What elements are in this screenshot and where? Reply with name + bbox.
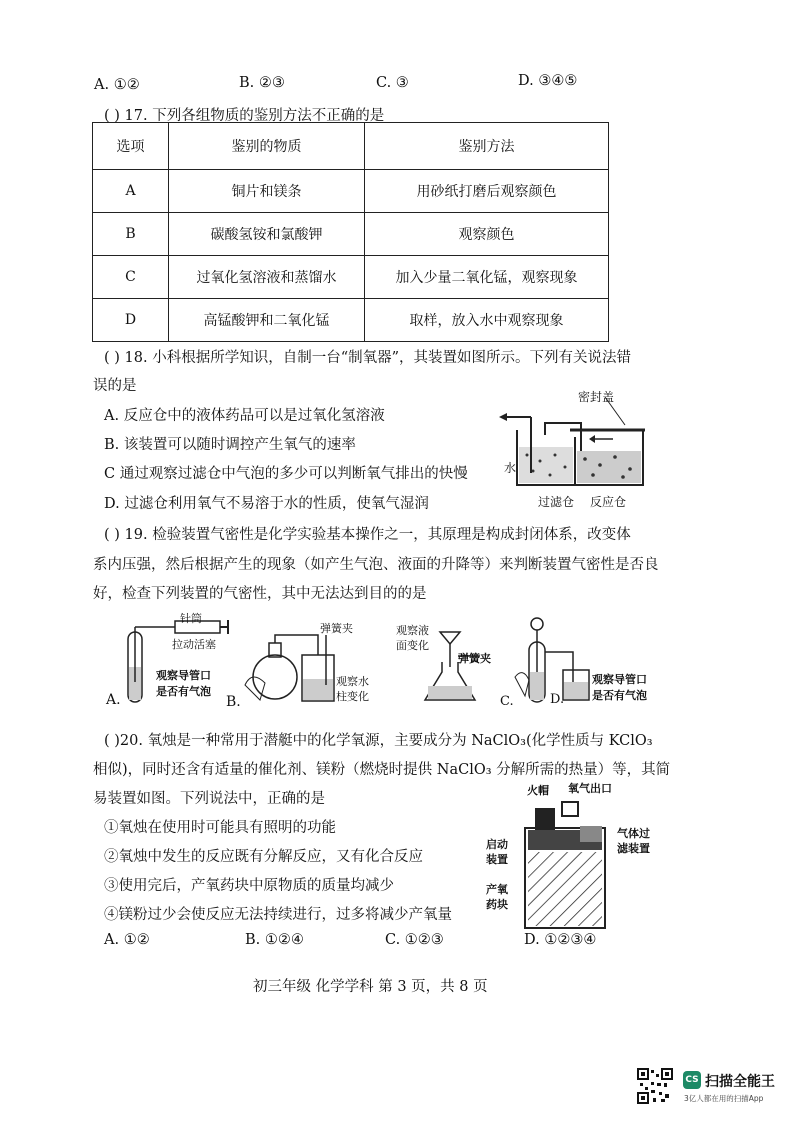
syringe-label: 针筒 xyxy=(180,612,202,625)
table-header-cell: 鉴别方法 xyxy=(365,123,609,170)
table-cell: 高锰酸钾和二氧化锰 xyxy=(169,299,365,342)
observe-label: 面变化 xyxy=(396,639,429,652)
observe-label: 观察导管口 xyxy=(156,669,211,682)
q18-option-c: C 通过观察过滤仓中气泡的多少可以判断氧气排出的快慢 xyxy=(104,466,468,482)
q18-stem-line1: ( ) 18. 小科根据所学知识，自制一台“制氧器”，其装置如图所示。下列有关说法错 xyxy=(104,350,632,366)
brand-tagline: 3亿人都在用的扫描App xyxy=(684,1094,764,1103)
table-cell: A xyxy=(93,170,169,213)
clip-label: 弹簧夹 xyxy=(320,622,353,635)
oxygen-outlet-label: 氧气出口 xyxy=(568,782,612,795)
q18-option-a: A. 反应仓中的液体药品可以是过氧化氢溶液 xyxy=(104,408,385,424)
observe-label: 观察导管口 xyxy=(592,673,647,686)
start-device-label: 启动 xyxy=(486,838,508,851)
table-cell: 取样，放入水中观察现象 xyxy=(365,299,609,342)
table-row xyxy=(93,170,609,213)
q20-stem-line2: 相似)，同时还含有适量的催化剂、镁粉（燃烧时提供 NaClO₃ 分解所需的热量）等，其简 xyxy=(93,762,671,778)
observe-label: 是否有气泡 xyxy=(592,689,647,702)
table-row xyxy=(93,299,609,342)
observe-label: 观察液 xyxy=(396,624,429,637)
q19-stem-line2: 系内压强，然后根据产生的现象（如产生气泡、液面的升降等）来判断装置气密性是否良 xyxy=(93,557,659,573)
brand-name: 扫描全能王 xyxy=(705,1074,775,1090)
observe-label: 柱变化 xyxy=(336,690,369,703)
q18-option-b: B. 该装置可以随时调控产生氧气的速率 xyxy=(104,437,356,453)
q20-option-a: A. ①② xyxy=(104,932,150,948)
qr-code-icon xyxy=(637,1068,673,1104)
lid-label: 密封盖 xyxy=(578,390,615,404)
q20-statement-2: ②氧烛中发生的反应既有分解反应，又有化合反应 xyxy=(104,849,423,865)
table-header-cell: 选项 xyxy=(93,123,169,170)
q16-option-c: C. ③ xyxy=(376,75,409,91)
q19-stem-line1: ( ) 19. 检验装置气密性是化学实验基本操作之一，其原理是构成封闭体系，改变体 xyxy=(104,527,631,543)
q17-table xyxy=(92,122,609,342)
table-header-row xyxy=(93,123,609,170)
q20-statement-4: ④镁粉过少会使反应无法持续进行，过多将减少产氧量 xyxy=(104,907,452,923)
table-cell: D xyxy=(93,299,169,342)
camscanner-logo: CS xyxy=(683,1071,701,1089)
page-footer: 初三年级 化学学科 第 3 页，共 8 页 xyxy=(253,979,488,995)
q18-option-d: D. 过滤仓利用氧气不易溶于水的性质，使氧气湿润 xyxy=(104,496,429,512)
option-d-letter: D. xyxy=(550,692,565,707)
start-device-label: 装置 xyxy=(486,853,508,866)
q20-stem-line1: ( )20. 氧烛是一种常用于潜艇中的化学氧源，主要成分为 NaClO₃(化学性质与 KClO₃ xyxy=(104,733,653,749)
oxygen-generator-diagram xyxy=(495,385,655,495)
option-b-letter: B. xyxy=(226,694,241,710)
observe-label: 观察水 xyxy=(336,675,369,688)
q20-option-b: B. ①②④ xyxy=(245,932,304,948)
q18-stem-line2: 误的是 xyxy=(93,378,137,394)
table-row xyxy=(93,213,609,256)
table-cell: 碳酸氢铵和氯酸钾 xyxy=(169,213,365,256)
q20-option-c: C. ①②③ xyxy=(385,932,444,948)
reaction-chamber-label: 反应仓 xyxy=(590,495,627,509)
oxygen-block-label: 产氧 xyxy=(486,883,508,896)
table-cell: B xyxy=(93,213,169,256)
table-cell: 观察颜色 xyxy=(365,213,609,256)
oxygen-candle-diagram xyxy=(520,800,610,930)
filter-chamber-label: 过滤仓 xyxy=(538,495,575,509)
q16-option-a: A. ①② xyxy=(94,77,140,93)
q19-stem-line3: 好，检查下列装置的气密性，其中无法达到目的的是 xyxy=(93,586,427,602)
table-row xyxy=(93,256,609,299)
table-cell: 用砂纸打磨后观察颜色 xyxy=(365,170,609,213)
plunger-label: 拉动活塞 xyxy=(172,638,216,651)
q16-option-d: D. ③④⑤ xyxy=(518,73,578,89)
observe-label: 是否有气泡 xyxy=(156,685,211,698)
clip-label: 弹簧夹 xyxy=(458,652,491,665)
oxygen-block-label: 药块 xyxy=(486,898,508,911)
q16-option-b: B. ②③ xyxy=(239,75,285,91)
table-header-cell: 鉴别的物质 xyxy=(169,123,365,170)
table-cell: C xyxy=(93,256,169,299)
q20-statement-1: ①氧烛在使用时可能具有照明的功能 xyxy=(104,820,336,836)
table-cell: 过氧化氢溶液和蒸馏水 xyxy=(169,256,365,299)
q17-stem: ( ) 17. 下列各组物质的鉴别方法不正确的是 xyxy=(104,108,385,124)
q20-statement-3: ③使用完后，产氧药块中原物质的质量均减少 xyxy=(104,878,394,894)
option-c-letter: C. xyxy=(500,694,514,709)
q20-option-d: D. ①②③④ xyxy=(524,932,597,948)
table-cell: 加入少量二氧化锰，观察现象 xyxy=(365,256,609,299)
option-a-letter: A. xyxy=(106,692,121,708)
cap-label: 火帽 xyxy=(527,784,549,797)
water-label: 水 xyxy=(504,461,517,475)
filter-device-label: 滤装置 xyxy=(617,842,650,855)
filter-device-label: 气体过 xyxy=(617,827,650,840)
q20-stem-line3: 易装置如图。下列说法中，正确的是 xyxy=(93,791,325,807)
table-cell: 铜片和镁条 xyxy=(169,170,365,213)
